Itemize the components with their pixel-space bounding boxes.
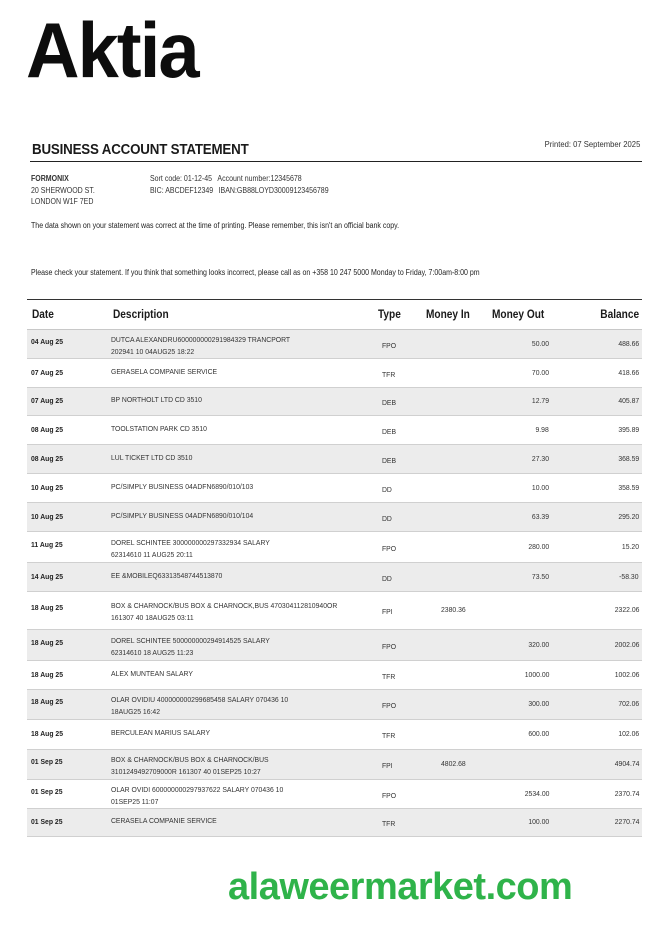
cell-balance: 395.89: [618, 425, 639, 434]
description-line-1: ALEX MUNTEAN SALARY: [111, 669, 193, 678]
bank-logo: Aktia: [26, 6, 198, 94]
description-line-1: BOX & CHARNOCK/BUS BOX & CHARNOCK/BUS: [111, 755, 269, 764]
bic: BIC: ABCDEF12349: [150, 185, 214, 195]
sort-code: Sort code: 01-12-45: [150, 174, 213, 183]
cell-type: FPO: [382, 791, 397, 800]
cell-money-out: 1000.00: [524, 670, 549, 679]
cell-date: 04 Aug 25: [31, 337, 64, 346]
column-balance: Balance: [600, 309, 639, 321]
cell-balance: 2002.06: [614, 640, 639, 649]
cell-money-out: 70.00: [531, 368, 549, 377]
description-line-1: CERASELA COMPANIE SERVICE: [111, 816, 217, 825]
description-line-1: BERCULEAN MARIUS SALARY: [111, 728, 211, 737]
statement-header: [30, 140, 642, 162]
cell-money-out: 2534.00: [524, 789, 549, 798]
description-line-1: TOOLSTATION PARK CD 3510: [111, 424, 207, 433]
cell-balance: 4904.74: [614, 759, 639, 768]
cell-description: [111, 510, 253, 522]
description-line-1: DOREL SCHINTEE 300000000297332934 SALARY: [111, 538, 270, 547]
description-line-1: LUL TICKET LTD CD 3510: [111, 453, 193, 462]
address-line-2: LONDON W1F 7ED: [31, 197, 94, 206]
cell-money-out: 63.39: [531, 512, 549, 521]
cell-money-out: 300.00: [528, 699, 549, 708]
cell-date: 01 Sep 25: [31, 817, 63, 826]
table-row: [27, 330, 642, 359]
cell-type: DD: [382, 514, 392, 523]
cell-description: [111, 423, 207, 435]
cell-description: [111, 481, 253, 493]
cell-description: [111, 570, 222, 582]
table-row: [27, 592, 642, 630]
cell-type: DD: [382, 574, 392, 583]
table-row: [27, 359, 642, 388]
cell-date: 08 Aug 25: [31, 454, 64, 463]
cell-description: [111, 727, 210, 739]
description-line-1: DUTCA ALEXANDRU600000000291984329 TRANCPORT: [111, 335, 291, 344]
cell-description: [111, 694, 288, 717]
table-row: [27, 661, 642, 690]
table-row: [27, 630, 642, 661]
cell-description: [111, 366, 217, 378]
address-line-1: 20 SHERWOOD ST.: [31, 185, 95, 195]
account-number: Account number:12345678: [217, 174, 302, 183]
cell-type: DD: [382, 485, 392, 494]
cell-type: TFR: [382, 370, 396, 379]
cell-balance: 295.20: [618, 512, 639, 521]
cell-description: [111, 784, 283, 807]
table-row: [27, 503, 642, 532]
cell-money-out: 280.00: [528, 542, 549, 551]
cell-description: [111, 815, 217, 827]
column-date: Date: [32, 309, 54, 321]
cell-money-in: 2380.36: [441, 605, 466, 614]
column-type: Type: [378, 309, 401, 321]
cell-money-out: 100.00: [528, 817, 549, 826]
account-details: [150, 173, 329, 196]
cell-type: FPO: [382, 642, 397, 651]
cell-type: DEB: [382, 456, 397, 465]
cell-date: 01 Sep 25: [31, 757, 63, 766]
table-row: [27, 690, 642, 720]
cell-money-out: 600.00: [528, 729, 549, 738]
description-line-1: GERASELA COMPANIE SERVICE: [111, 367, 218, 376]
cell-date: 10 Aug 25: [31, 483, 64, 492]
contact-note: Please check your statement. If you think that something looks incorrect, please call as on +358 10 247 5000 Monday to Friday, 7:00am-8:00 pm: [31, 268, 480, 277]
description-line-1: PC/SIMPLY BUSINESS 04ADFN6890/010/104: [111, 511, 254, 520]
cell-type: DEB: [382, 398, 397, 407]
cell-type: FPO: [382, 341, 397, 350]
description-line-2: 18AUG25 16:42: [111, 706, 161, 716]
cell-date: 07 Aug 25: [31, 396, 64, 405]
column-money-in: Money In: [426, 309, 470, 321]
table-row: [27, 750, 642, 780]
table-row: [27, 563, 642, 592]
cell-date: 07 Aug 25: [31, 368, 64, 377]
cell-description: [111, 754, 269, 777]
table-row: [27, 388, 642, 416]
cell-balance: 2322.06: [614, 605, 639, 614]
column-money-out: Money Out: [492, 309, 545, 321]
cell-money-out: 10.00: [531, 483, 549, 492]
cell-money-in: 4802.68: [441, 759, 466, 768]
cell-balance: 405.87: [618, 396, 639, 405]
table-header: [27, 300, 642, 330]
cell-type: FPI: [382, 607, 393, 616]
cell-description: [111, 334, 290, 357]
description-line-1: EE &MOBILEQ63313548744513870: [111, 571, 223, 580]
cell-balance: 418.66: [618, 368, 639, 377]
description-line-1: OLAR OVIDI 600000000297937622 SALARY 070436 10: [111, 785, 284, 794]
cell-balance: 702.06: [618, 699, 639, 708]
cell-date: 08 Aug 25: [31, 425, 64, 434]
customer-address: [31, 173, 95, 208]
description-line-2: 62314610 11 AUG25 20:11: [111, 549, 193, 559]
cell-balance: 2270.74: [614, 817, 639, 826]
cell-money-out: 27.30: [531, 454, 549, 463]
cell-date: 01 Sep 25: [31, 787, 63, 796]
cell-type: FPI: [382, 761, 393, 770]
cell-type: TFR: [382, 672, 396, 681]
cell-date: 18 Aug 25: [31, 638, 64, 647]
cell-balance: 102.06: [618, 729, 639, 738]
cell-balance: 2370.74: [614, 789, 639, 798]
table-row: [27, 416, 642, 445]
company-name: FORMONIX: [31, 174, 69, 183]
description-line-1: BOX & CHARNOCK/BUS BOX & CHARNOCK,BUS 470304112810940OR: [111, 601, 338, 610]
printed-date: Printed: 07 September 2025: [544, 139, 640, 149]
cell-money-out: 12.79: [531, 396, 549, 405]
table-row: [27, 532, 642, 563]
cell-description: [111, 635, 270, 658]
cell-type: FPO: [382, 544, 397, 553]
table-row: [27, 445, 642, 474]
iban: IBAN:GB88LOYD30009123456789: [218, 185, 329, 195]
description-line-2: 62314610 18 AUG25 11:23: [111, 647, 194, 657]
column-description: Description: [113, 309, 169, 321]
description-line-2: 161307 40 18AUG25 03:11: [111, 612, 194, 622]
watermark: alaweermarket.com: [228, 866, 573, 908]
cell-date: 11 Aug 25: [31, 540, 63, 549]
table-row: [27, 809, 642, 837]
description-line-1: PC/SIMPLY BUSINESS 04ADFN6890/010/103: [111, 482, 254, 491]
description-line-2: 3101249492709000R 161307 40 01SEP25 10:27: [111, 766, 261, 776]
description-line-2: 202941 10 04AUG25 18:22: [111, 346, 195, 356]
cell-description: [111, 668, 193, 680]
cell-balance: 15.20: [621, 542, 639, 551]
cell-description: [111, 452, 192, 464]
cell-date: 18 Aug 25: [31, 603, 64, 612]
cell-money-out: 50.00: [531, 339, 549, 348]
cell-balance: 358.59: [618, 483, 639, 492]
cell-balance: -58.30: [619, 572, 639, 581]
cell-date: 18 Aug 25: [31, 670, 64, 679]
description-line-1: BP NORTHOLT LTD CD 3510: [111, 395, 202, 404]
table-body: [27, 330, 642, 837]
cell-money-out: 73.50: [531, 572, 549, 581]
cell-description: [111, 600, 337, 623]
cell-date: 18 Aug 25: [31, 729, 64, 738]
cell-description: [111, 394, 202, 406]
cell-balance: 488.66: [618, 339, 639, 348]
cell-money-out: 9.98: [535, 425, 549, 434]
transactions-table: [27, 299, 642, 837]
description-line-2: 01SEP25 11:07: [111, 796, 159, 806]
cell-date: 18 Aug 25: [31, 697, 64, 706]
table-row: [27, 780, 642, 809]
cell-type: TFR: [382, 731, 396, 740]
cell-type: FPO: [382, 701, 397, 710]
cell-balance: 1002.06: [614, 670, 639, 679]
cell-date: 14 Aug 25: [31, 572, 64, 581]
table-row: [27, 720, 642, 750]
page-title: BUSINESS ACCOUNT STATEMENT: [32, 142, 249, 158]
cell-type: DEB: [382, 427, 397, 436]
cell-balance: 368.59: [618, 454, 639, 463]
cell-type: TFR: [382, 819, 396, 828]
table-row: [27, 474, 642, 503]
disclaimer-note: The data shown on your statement was correct at the time of printing. Please remember, this isn't an official bank copy.: [31, 221, 400, 230]
cell-date: 10 Aug 25: [31, 512, 64, 521]
cell-money-out: 320.00: [528, 640, 549, 649]
description-line-1: DOREL SCHINTEE 500000000294914525 SALARY: [111, 636, 270, 645]
cell-description: [111, 537, 270, 560]
description-line-1: OLAR OVIDIU 400000000299685458 SALARY 070436 10: [111, 695, 289, 704]
